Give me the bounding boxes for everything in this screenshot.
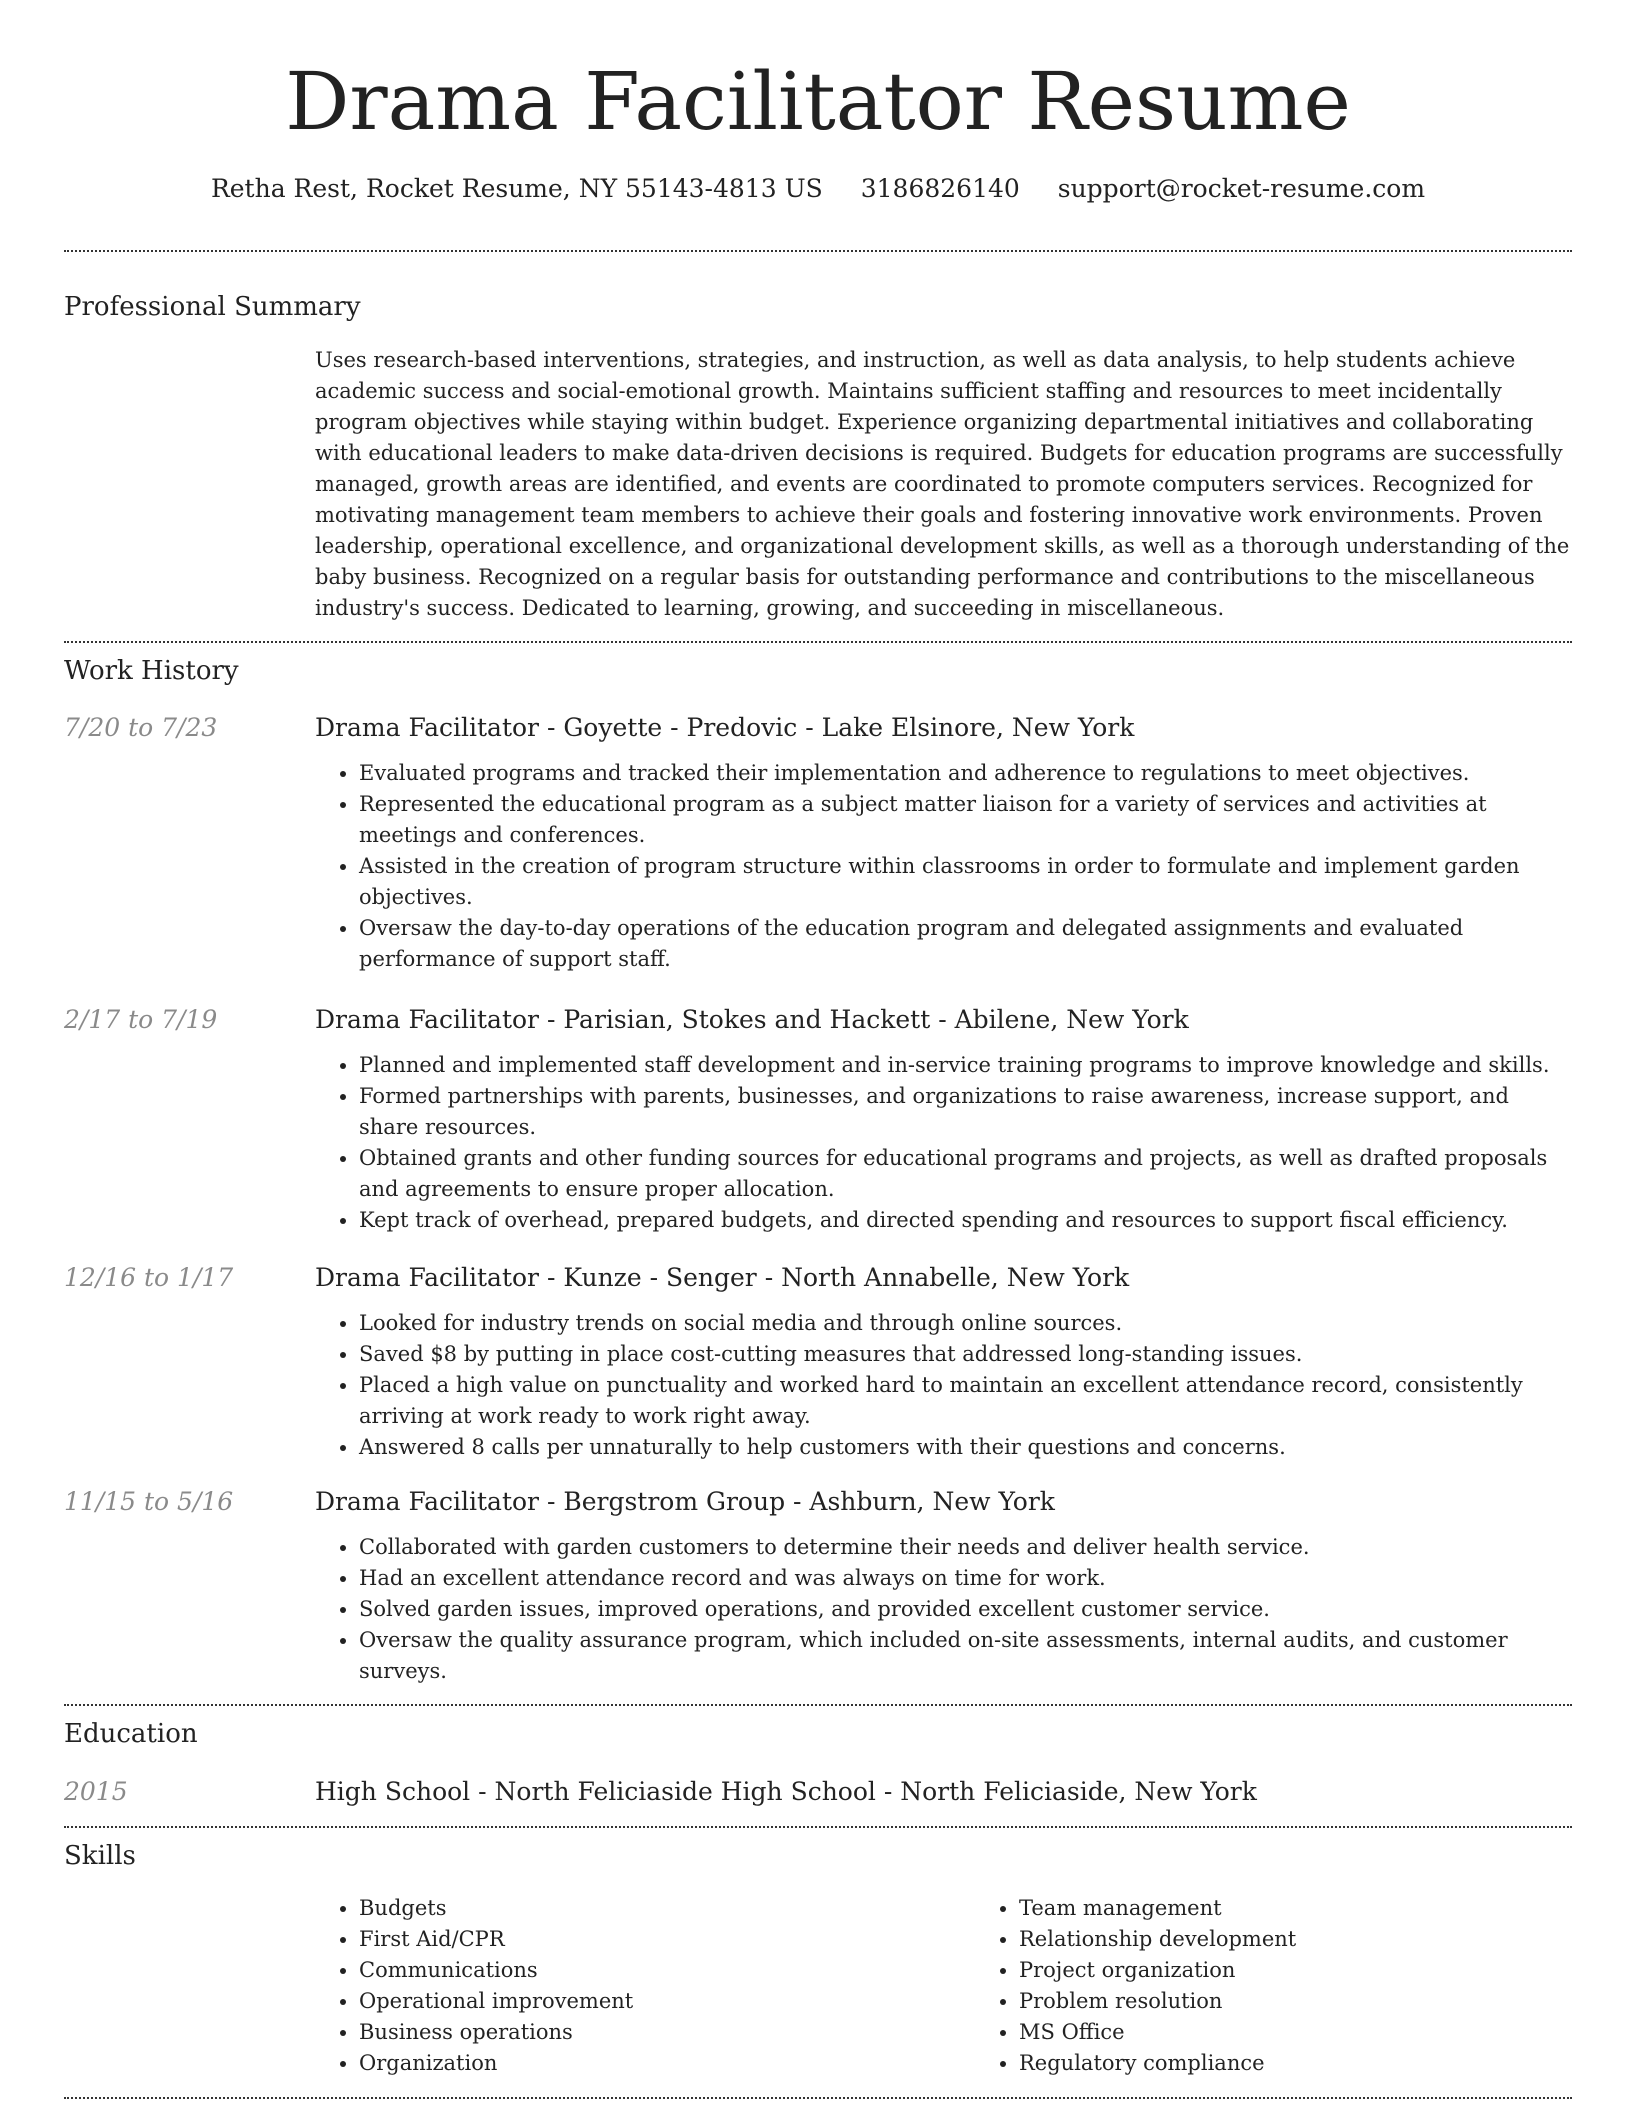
job-bullet: • Represented the educational program as a subject matter liaison for a variety of services and activities at meetings and conferences. [359, 789, 1572, 851]
job-bullet: • Assisted in the creation of program structure within classrooms in order to formulate and implement garden objectives. [359, 851, 1572, 913]
job-bullet: • Answered 8 calls per unnaturally to help customers with their questions and concerns. [359, 1432, 1572, 1463]
job-bullets [315, 1050, 1572, 1236]
skill-item: • First Aid/CPR [359, 1924, 975, 1955]
job-bullet: • Evaluated programs and tracked their implementation and adherence to regulations to meet objectives. [359, 758, 1572, 789]
divider [64, 641, 1572, 643]
job-entry [64, 711, 1572, 975]
job-bullet: • Looked for industry trends on social media and through online sources. [359, 1308, 1572, 1339]
work-history-section [64, 654, 1572, 1687]
resume-title: Drama Facilitator Resume [285, 55, 1351, 148]
job-bullet: • Kept track of overhead, prepared budgets, and directed spending and resources to support fiscal efficiency. [359, 1205, 1572, 1236]
job-bullet: • Oversaw the day-to-day operations of the education program and delegated assignments and evaluated performance of support staff. [359, 913, 1572, 975]
job-title: Drama Facilitator - Parisian, Stokes and Hackett - Abilene, New York [315, 1005, 1189, 1034]
education-title: High School - North Feliciaside High School - North Feliciaside, New York [315, 1777, 1257, 1806]
skill-item: • Budgets [359, 1893, 975, 1924]
skill-item: • MS Office [1019, 2017, 1632, 2048]
job-title: Drama Facilitator - Goyette - Predovic - Lake Elsinore, New York [315, 713, 1135, 742]
section-heading-education: Education [64, 1719, 198, 1749]
resume-page [64, 0, 1572, 2099]
job-duties [315, 758, 1572, 975]
summary-text: Uses research-based interventions, strategies, and instruction, as well as data analysis, to help students achieve academic success and social-emotional growth. Maintains sufficient staffing and resources to meet incidentally program objectives while staying within budget. Experience organizing departmental initiatives and collaborating with educational leaders to make data-driven decisions is required. Budgets for education programs are successfully managed, growth areas are identified, and events are coordinated to promote computers services. Recognized for motivating management team members to achieve their goals and fostering innovative work environments. Proven leadership, operational excellence, and organizational development skills, as well as a thorough understanding of the baby business. Recognized on a regular basis for outstanding performance and contributions to the miscellaneous industry's success. Dedicated to learning, growing, and succeeding in miscellaneous. [315, 348, 1570, 620]
contact-line [64, 172, 1572, 206]
summary-section [64, 290, 1572, 624]
education-section [64, 1717, 1572, 1809]
job-bullet: • Saved $8 by putting in place cost-cutting measures that addressed long-standing issues. [359, 1339, 1572, 1370]
job-header [64, 1261, 1572, 1295]
education-date: 2015 [64, 1777, 128, 1806]
skill-item: • Regulatory compliance [1019, 2048, 1632, 2079]
job-dates: 11/15 to 5/16 [64, 1487, 234, 1516]
job-bullets [315, 1308, 1572, 1463]
skills-columns [315, 1893, 1572, 2079]
job-bullet: • Placed a high value on punctuality and worked hard to maintain an excellent attendance record, consistently arriving at work ready to work right away. [359, 1370, 1572, 1432]
contact-phone: 3186826140 [860, 174, 1020, 203]
skill-item: • Problem resolution [1019, 1986, 1632, 2017]
job-dates: 7/20 to 7/23 [64, 713, 218, 742]
divider [64, 250, 1572, 252]
job-bullet: • Oversaw the quality assurance program, which included on-site assessments, internal audits, and customer surveys. [359, 1625, 1572, 1687]
job-entry [64, 1485, 1572, 1687]
skill-item: • Project organization [1019, 1955, 1632, 1986]
job-bullets [315, 758, 1572, 975]
contact-address: Retha Rest, Rocket Resume, NY 55143-4813 US [210, 174, 823, 203]
skill-item: • Communications [359, 1955, 975, 1986]
section-heading-work-history: Work History [64, 656, 239, 686]
summary-body [315, 345, 1572, 624]
job-header [64, 1485, 1572, 1519]
job-header [64, 1003, 1572, 1037]
job-bullet: • Obtained grants and other funding sources for educational programs and projects, as well as drafted proposals and agreements to ensure proper allocation. [359, 1143, 1572, 1205]
job-entry [64, 1003, 1572, 1236]
job-duties [315, 1308, 1572, 1463]
job-bullet: • Had an excellent attendance record and was always on time for work. [359, 1563, 1572, 1594]
divider [64, 1704, 1572, 1706]
job-duties [315, 1050, 1572, 1236]
divider [64, 2097, 1572, 2099]
job-title: Drama Facilitator - Kunze - Senger - North Annabelle, New York [315, 1263, 1130, 1292]
skills-list-right [975, 1893, 1632, 2079]
education-entry [64, 1775, 1572, 1809]
skill-item: • Relationship development [1019, 1924, 1632, 1955]
job-bullet: • Formed partnerships with parents, businesses, and organizations to raise awareness, increase support, and share resources. [359, 1081, 1572, 1143]
skills-list-left [315, 1893, 975, 2079]
skill-item: • Operational improvement [359, 1986, 975, 2017]
job-bullet: • Solved garden issues, improved operations, and provided excellent customer service. [359, 1594, 1572, 1625]
divider [64, 1826, 1572, 1828]
skill-item: • Organization [359, 2048, 975, 2079]
job-dates: 2/17 to 7/19 [64, 1005, 218, 1034]
section-heading-skills: Skills [64, 1841, 136, 1871]
job-duties [315, 1532, 1572, 1687]
skill-item: • Business operations [359, 2017, 975, 2048]
job-bullet: • Planned and implemented staff development and in-service training programs to improve knowledge and skills. [359, 1050, 1572, 1081]
section-heading-summary: Professional Summary [64, 292, 361, 322]
job-dates: 12/16 to 1/17 [64, 1263, 234, 1292]
job-bullets [315, 1532, 1572, 1687]
job-bullet: • Collaborated with garden customers to determine their needs and deliver health service. [359, 1532, 1572, 1563]
skill-item: • Team management [1019, 1893, 1632, 1924]
skills-section [64, 1839, 1572, 2079]
job-header [64, 711, 1572, 745]
job-entry [64, 1261, 1572, 1463]
job-title: Drama Facilitator - Bergstrom Group - Ashburn, New York [315, 1487, 1055, 1516]
contact-email: support@rocket-resume.com [1057, 174, 1426, 203]
